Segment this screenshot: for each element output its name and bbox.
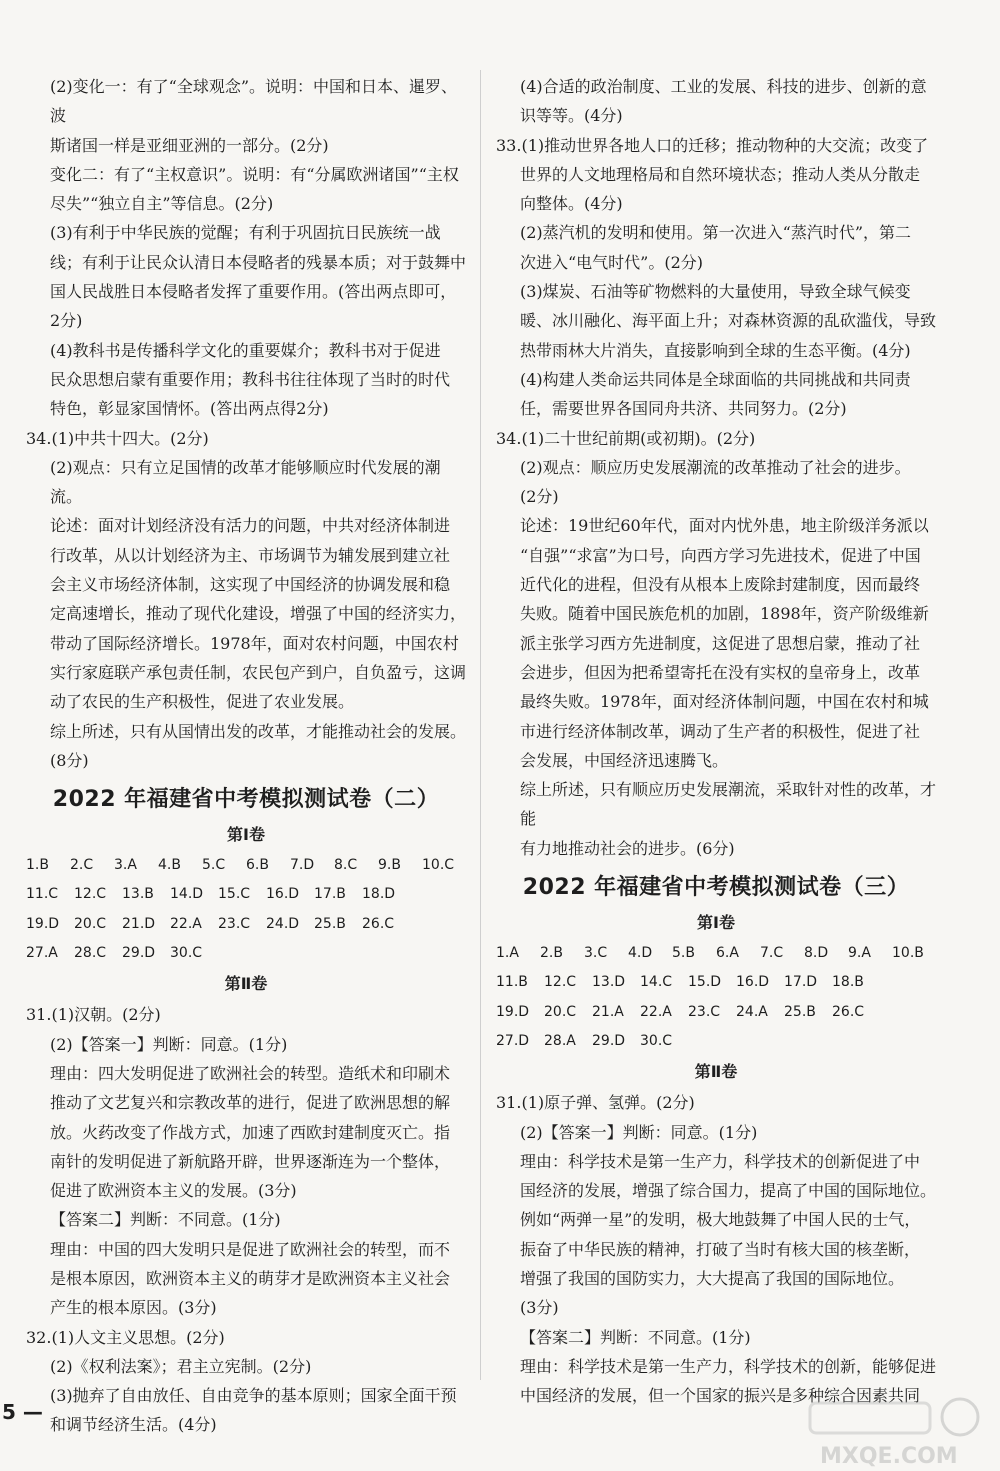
text-line: 南针的发明促进了新航路开辟，世界逐渐连为一个整体， bbox=[50, 1151, 451, 1171]
text-line: 国经济的发展，增强了综合国力，提高了中国的国际地位。 bbox=[520, 1181, 937, 1201]
answer-row bbox=[496, 1027, 936, 1056]
answer-item: 26.C bbox=[362, 915, 395, 932]
answer-item: 1.A bbox=[496, 945, 519, 962]
text-line: 例如“两弹一星”的发明，极大地鼓舞了中国人民的士气， bbox=[520, 1210, 921, 1230]
answer-item: 9.A bbox=[848, 945, 871, 962]
text-line: 33.(1)推动世界各地人口的迁移；推动物种的大交流；改变了 bbox=[496, 135, 929, 155]
exam3-title: 2022 年福建省中考模拟测试卷（三） bbox=[522, 875, 910, 901]
text-line: 有力地推动社会的进步。(6分) bbox=[520, 838, 735, 858]
answer-item: 26.C bbox=[832, 1003, 865, 1020]
text-line: 会主义市场经济体制，这实现了中国经济的协调发展和稳 bbox=[50, 575, 451, 595]
text-line: 34.(1)中共十四大。(2分) bbox=[26, 428, 209, 448]
text-line: 任，需要世界各国同舟共济、共同努力。(2分) bbox=[520, 399, 847, 419]
text-line: 近代化的进程，但没有从根本上废除封建制度，因而最终 bbox=[520, 575, 921, 595]
answer-item: 14.C bbox=[640, 974, 673, 991]
answer-item: 10.C bbox=[422, 857, 455, 874]
answer-item: 7.D bbox=[290, 857, 315, 874]
text-line: 特色，彰显家国情怀。(答出两点得2分) bbox=[50, 399, 329, 419]
text-line: 放。火药改变了作战方式，加速了西欧封建制度灭亡。指 bbox=[50, 1122, 451, 1142]
text-line: 会发展，中国经济迅速腾飞。 bbox=[520, 750, 729, 770]
text-line: 向整体。(4分) bbox=[520, 194, 623, 214]
text-line: 【答案二】判断：不同意。(1分) bbox=[520, 1327, 751, 1347]
text-line: (3)有利于中华民族的觉醒；有利于巩固抗日民族统一战 bbox=[50, 223, 441, 243]
answer-row bbox=[496, 939, 936, 968]
text-line: (4)构建人类命运共同体是全球面临的共同挑战和共同责 bbox=[520, 369, 911, 389]
left-column bbox=[26, 72, 466, 1440]
text-line: 暖、冰川融化、海平面上升；对森林资源的乱砍滥伐，导致 bbox=[520, 311, 937, 331]
text-line: (3)煤炭、石油等矿物燃料的大量使用，导致全球气候变 bbox=[520, 282, 911, 302]
answer-row bbox=[496, 998, 936, 1027]
text-line: 振奋了中华民族的精神，打破了当时有核大国的核垄断， bbox=[520, 1239, 921, 1259]
answer-item: 15.C bbox=[218, 886, 251, 903]
exam2-part2-heading: 第Ⅱ卷 bbox=[224, 974, 268, 994]
answer-item: 3.C bbox=[584, 945, 608, 962]
answer-item: 12.C bbox=[74, 886, 107, 903]
text-line: 【答案二】判断：不同意。(1分) bbox=[50, 1210, 281, 1230]
watermark-logo bbox=[800, 1395, 1000, 1471]
text-line: (2)蒸汽机的发明和使用。第一次进入“蒸汽时代”，第二 bbox=[520, 223, 912, 243]
text-line: (2)变化一：有了“全球观念”。说明：中国和日本、暹罗、波 bbox=[50, 77, 458, 126]
text-line: 理由：科学技术是第一生产力，科学技术的创新，能够促进 bbox=[520, 1356, 937, 1376]
answer-item: 14.D bbox=[170, 886, 204, 903]
answer-item: 27.D bbox=[496, 1032, 530, 1049]
answer-item: 24.D bbox=[266, 915, 300, 932]
right-column bbox=[496, 72, 936, 1410]
text-line: (3分) bbox=[520, 1298, 559, 1318]
exam2-essay-answers bbox=[26, 1000, 466, 1439]
text-line: 次进入“电气时代”。(2分) bbox=[520, 252, 704, 272]
text-line: 32.(1)人文主义思想。(2分) bbox=[26, 1327, 225, 1347]
answer-item: 2.B bbox=[540, 945, 563, 962]
text-line: 识等等。(4分) bbox=[520, 106, 623, 126]
exam2-part1-heading: 第Ⅰ卷 bbox=[227, 825, 265, 845]
text-line: 理由：中国的四大发明只是促进了欧洲社会的转型，而不 bbox=[50, 1239, 451, 1259]
answer-item: 16.D bbox=[266, 886, 300, 903]
text-line: 市进行经济体制改革，调动了生产者的积极性，促进了社 bbox=[520, 721, 921, 741]
text-line: 理由：科学技术是第一生产力，科学技术的创新促进了中 bbox=[520, 1151, 921, 1171]
text-line: 动了农民的生产积极性，促进了农业发展。 bbox=[50, 692, 355, 712]
answer-item: 29.D bbox=[122, 945, 156, 962]
answer-item: 11.C bbox=[26, 886, 59, 903]
text-line: (2)观点：顺应历史发展潮流的改革推动了社会的进步。 bbox=[520, 457, 911, 477]
answer-item: 19.D bbox=[496, 1003, 530, 1020]
text-line: 世界的人文地理格局和自然环境状态；推动人类从分散走 bbox=[520, 164, 921, 184]
text-line: (2分) bbox=[520, 487, 559, 507]
answer-item: 5.C bbox=[202, 857, 226, 874]
text-line: 变化二：有了“主权意识”。说明：有“分属欧洲诸国”“主权 bbox=[50, 164, 459, 184]
text-line: 促进了欧洲资本主义的发展。(3分) bbox=[50, 1181, 297, 1201]
answer-item: 15.D bbox=[688, 974, 722, 991]
text-line: (8分) bbox=[50, 750, 89, 770]
answer-item: 28.A bbox=[544, 1032, 576, 1049]
answer-item: 7.C bbox=[760, 945, 784, 962]
answer-item: 22.A bbox=[640, 1003, 672, 1020]
answer-item: 22.A bbox=[170, 915, 202, 932]
answer-item: 30.C bbox=[170, 945, 203, 962]
answer-item: 18.B bbox=[832, 974, 864, 991]
text-line: 民众思想启蒙有重要作用；教科书往往体现了当时的时代 bbox=[50, 369, 451, 389]
text-line: 尽失”“独立自主”等信息。(2分) bbox=[50, 194, 274, 214]
left-answer-text bbox=[26, 72, 466, 775]
text-line: 34.(1)二十世纪前期(或初期)。(2分) bbox=[496, 428, 756, 448]
answer-item: 21.D bbox=[122, 915, 156, 932]
answer-item: 25.B bbox=[784, 1003, 816, 1020]
text-line: “自强”“求富”为口号，向西方学习先进技术，促进了中国 bbox=[520, 545, 921, 565]
answer-row bbox=[496, 968, 936, 997]
text-line: 最终失败。1978年，面对经济体制问题，中国在农村和城 bbox=[520, 692, 929, 712]
text-line: (2)【答案一】判断：同意。(1分) bbox=[520, 1122, 758, 1142]
right-answer-text bbox=[496, 72, 936, 863]
answer-item: 29.D bbox=[592, 1032, 626, 1049]
answer-item: 30.C bbox=[640, 1032, 673, 1049]
answer-row bbox=[26, 851, 466, 880]
answer-item: 13.B bbox=[122, 886, 154, 903]
text-line: 派主张学习西方先进制度，这促进了思想启蒙，推动了社 bbox=[520, 633, 921, 653]
answer-row bbox=[26, 910, 466, 939]
text-line: 失败。随着中国民族危机的加剧，1898年，资产阶级维新 bbox=[520, 604, 929, 624]
text-line: 中国经济的发展，但一个国家的振兴是多种综合因素共同 bbox=[520, 1386, 921, 1406]
answer-item: 23.C bbox=[688, 1003, 721, 1020]
answer-item: 20.C bbox=[544, 1003, 577, 1020]
answer-item: 25.B bbox=[314, 915, 346, 932]
answer-item: 1.B bbox=[26, 857, 49, 874]
text-line: 斯诸国一样是亚细亚洲的一部分。(2分) bbox=[50, 135, 329, 155]
text-line: 推动了文艺复兴和宗教改革的进行，促进了欧洲思想的解 bbox=[50, 1093, 451, 1113]
text-line: 理由：四大发明促进了欧洲社会的转型。造纸术和印刷术 bbox=[50, 1063, 451, 1083]
answer-item: 20.C bbox=[74, 915, 107, 932]
text-line: 定高速增长，推动了现代化建设，增强了中国的经济实力， bbox=[50, 604, 467, 624]
answer-item: 17.D bbox=[784, 974, 818, 991]
text-line: 实行家庭联产承包责任制，农民包产到户，自负盈亏，这调 bbox=[50, 662, 467, 682]
answer-item: 28.C bbox=[74, 945, 107, 962]
text-line: 论述：面对计划经济没有活力的问题，中共对经济体制进 bbox=[50, 516, 451, 536]
text-line: (4)教科书是传播科学文化的重要媒介；教科书对于促进 bbox=[50, 340, 441, 360]
answer-item: 5.B bbox=[672, 945, 695, 962]
answer-item: 9.B bbox=[378, 857, 401, 874]
answer-item: 4.B bbox=[158, 857, 181, 874]
answer-item: 8.C bbox=[334, 857, 358, 874]
exam3-choice-answers bbox=[496, 939, 936, 1056]
text-line: 国人民战胜日本侵略者发挥了重要作用。(答出两点即可， bbox=[50, 282, 457, 302]
text-line: 31.(1)汉朝。(2分) bbox=[26, 1005, 161, 1025]
answer-item: 4.D bbox=[628, 945, 653, 962]
answer-item: 6.A bbox=[716, 945, 739, 962]
text-line: (2)【答案一】判断：同意。(1分) bbox=[50, 1034, 288, 1054]
answer-item: 11.B bbox=[496, 974, 528, 991]
text-line: (2)观点：只有立足国情的改革才能够顺应时代发展的潮流。 bbox=[50, 457, 441, 507]
answer-item: 2.C bbox=[70, 857, 94, 874]
answer-item: 3.A bbox=[114, 857, 137, 874]
exam3-part2-heading: 第Ⅱ卷 bbox=[694, 1062, 738, 1082]
answer-row bbox=[26, 939, 466, 968]
answer-row bbox=[26, 880, 466, 909]
text-line: 综上所述，只有从国情出发的改革，才能推动社会的发展。 bbox=[50, 721, 467, 741]
answer-item: 16.D bbox=[736, 974, 770, 991]
svg-text:MXQE.COM: MXQE.COM bbox=[820, 1444, 958, 1469]
answer-item: 21.A bbox=[592, 1003, 624, 1020]
text-line: 线；有利于让民众认清日本侵略者的残暴本质；对于鼓舞中 bbox=[50, 252, 467, 272]
text-line: (3)抛弃了自由放任、自由竞争的基本原则；国家全面干预 bbox=[50, 1386, 457, 1406]
column-divider bbox=[480, 70, 481, 1380]
answer-item: 19.D bbox=[26, 915, 60, 932]
text-line: 和调节经济生活。(4分) bbox=[50, 1415, 217, 1435]
answer-item: 12.C bbox=[544, 974, 577, 991]
answer-item: 27.A bbox=[26, 945, 58, 962]
text-line: (4)合适的政治制度、工业的发展、科技的进步、创新的意 bbox=[520, 77, 927, 96]
text-line: 增强了我国的国防实力，大大提高了我国的国际地位。 bbox=[520, 1268, 905, 1288]
answer-item: 8.D bbox=[804, 945, 829, 962]
text-line: 产生的根本原因。(3分) bbox=[50, 1298, 217, 1318]
text-line: 带动了国际经济增长。1978年，面对农村问题，中国农村 bbox=[50, 633, 459, 653]
exam3-essay-answers bbox=[496, 1088, 936, 1410]
page-number: 5 — bbox=[2, 1400, 43, 1424]
answer-item: 6.B bbox=[246, 857, 269, 874]
answer-item: 17.B bbox=[314, 886, 346, 903]
exam2-title: 2022 年福建省中考模拟测试卷（二） bbox=[52, 787, 440, 813]
answer-item: 23.C bbox=[218, 915, 251, 932]
answer-item: 10.B bbox=[892, 945, 924, 962]
answer-item: 24.A bbox=[736, 1003, 768, 1020]
text-line: 论述：19世纪60年代，面对内忧外患，地主阶级洋务派以 bbox=[520, 516, 929, 536]
answer-item: 18.D bbox=[362, 886, 396, 903]
exam3-part1-heading: 第Ⅰ卷 bbox=[697, 913, 735, 933]
answer-item: 13.D bbox=[592, 974, 626, 991]
text-line: 行改革，从以计划经济为主、市场调节为辅发展到建立社 bbox=[50, 545, 451, 565]
exam2-choice-answers bbox=[26, 851, 466, 968]
text-line: 是根本原因，欧洲资本主义的萌芽才是欧洲资本主义社会 bbox=[50, 1268, 451, 1288]
text-line: 综上所述，只有顺应历史发展潮流，采取针对性的改革，才能 bbox=[520, 780, 937, 829]
text-line: 31.(1)原子弹、氢弹。(2分) bbox=[496, 1093, 695, 1113]
text-line: 热带雨林大片消失，直接影响到全球的生态平衡。(4分) bbox=[520, 340, 911, 360]
text-line: 2分) bbox=[50, 311, 83, 331]
text-line: (2)《权利法案》；君主立宪制。(2分) bbox=[50, 1356, 312, 1376]
text-line: 会进步，但因为把希望寄托在没有实权的皇帝身上，改革 bbox=[520, 662, 921, 682]
